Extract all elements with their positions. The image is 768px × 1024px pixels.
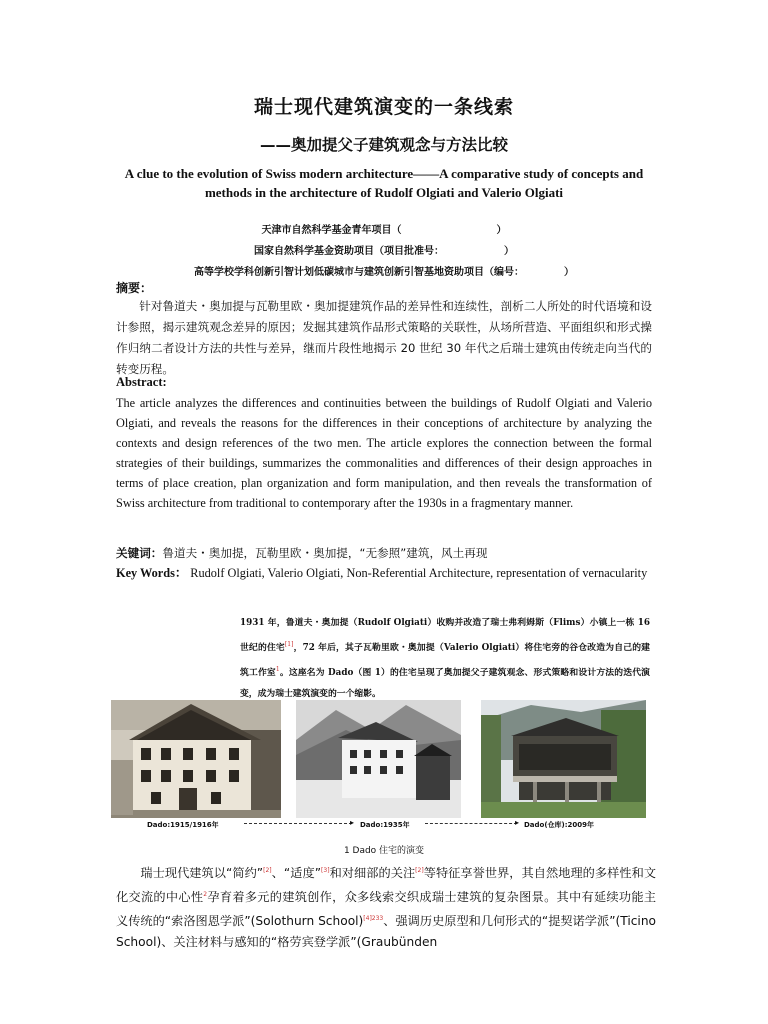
keywords-cn-text: 鲁道夫・奥加提，瓦勒里欧・奥加提，“无参照”建筑，风土再现 [162,546,488,560]
abstract-cn-label: 摘要： [116,281,153,295]
keywords-en [116,563,652,583]
body-paragraph: 瑞士现代建筑以“简约”[2]、“适度”[3]和对细部的关注[2]等特征享誉世界，其自然地理的多样性和文化交流的中心性$^2$孕育着多元的建筑创作，众多线索交织成瑞士建筑的复杂图景。其中有延续功能主义传统的“索洛图恩学派”(Solothurn School)$^{[4]233}$、强调历史原型和几何形式的“提契诺学派”(Ticino School)、关注材料与感知的“格劳宾登学派”(Graubünden [116,866,657,950]
citation: [2] [415,867,424,874]
intro-paragraph: 1931 年，鲁道夫・奥加提（Rudolf Olgiati）收购并改造了瑞士弗利姆斯（Flims）小镇上一栋 16 世纪的住宅[1]，72 年后，其子瓦勒里欧・奥加提（Valerio Olgiati）将住宅旁的谷仓改造为自己的建筑工作室$^1$。这座名为 Dado（图 1）的住宅呈现了奥加提父子建筑观念、形式策略和设计方法的迭代演变，成为瑞士建筑演变的一个缩影。 [240,618,650,699]
keywords-en-label: Key Words： [116,566,188,580]
figure-label-1915: Dado:1915/1916年 [147,821,219,829]
abstract-en-label: Abstract: [116,375,167,389]
keywords-cn-label: 关键词： [116,546,163,560]
keywords-cn [116,545,487,561]
figure-label-1935: Dado:1935年 [360,821,410,829]
citation: [3] [321,867,330,874]
citation: [2] [263,867,272,874]
funding-line: 国家自然科学基金资助项目（项目批准号： ） [254,246,514,257]
photo-dado-1935 [296,700,461,818]
abstract-cn: 针对鲁道夫・奥加提与瓦勒里欧・奥加提建筑作品的差异性和连续性，剖析二人所处的时代语境和设计参照，揭示建筑观念差异的原因；发掘其建筑作品形式策略的关联性，从场所营造、平面组织和形式操作归纳二者设计方法的共性与差异，继而片段性地揭示 20 世纪 30 年代之后瑞士建筑由传统走向当代的转变历程。 [116,299,652,376]
funding-line: 高等学校学科创新引智计划低碳城市与建筑创新引智基地资助项目（编号： ） [194,267,574,278]
citation: [1] [284,641,294,648]
arrow-head-icon: ▸ [350,818,355,827]
photo-dado-2009 [481,700,646,818]
funding-line: 天津市自然科学基金青年项目（ ） [261,225,507,236]
arrow-head-icon: ▸ [515,818,520,827]
citation: 1 [275,665,280,673]
timeline-arrow [244,823,352,824]
paper-title: 瑞士现代建筑演变的一条线索 [253,96,514,118]
photo-dado-1915 [111,700,281,818]
citation: 2 [203,891,208,899]
figure-label-2009: Dado(仓库):2009年 [524,821,595,829]
english-title: A clue to the evolution of Swiss modern architecture——A comparative study of concepts and methods in the architecture of Rudolf Olgiati and Valerio Olgiati [124,166,644,200]
funding-block [0,220,768,283]
keywords-en-text: Rudolf Olgiati, Valerio Olgiati, Non-Referential Architecture, representation of vernacularity [190,566,648,580]
figure-caption: 1 Dado 住宅的演变 [343,846,425,856]
citation: [4]233 [363,915,384,923]
figure-1 [111,700,646,818]
abstract-en: The article analyzes the differences and continuities between the buildings of Rudolf Olgiati and Valerio Olgiati, and reveals the reasons for the differences in their conceptions of architecture by analyzing the contexts and design references of the two men. The article explores the connection between the formal strategies of their buildings, summarizes the commonalities and differences of their design approaches in terms of place creation, plan organization and form manipulation, and then reveals the transformation of Swiss architecture from traditional to contemporary after the 1930s in a fragmentary manner. [116,396,652,510]
timeline-arrow [425,823,517,824]
paper-subtitle: ——奥加提父子建筑观念与方法比较 [259,136,508,154]
